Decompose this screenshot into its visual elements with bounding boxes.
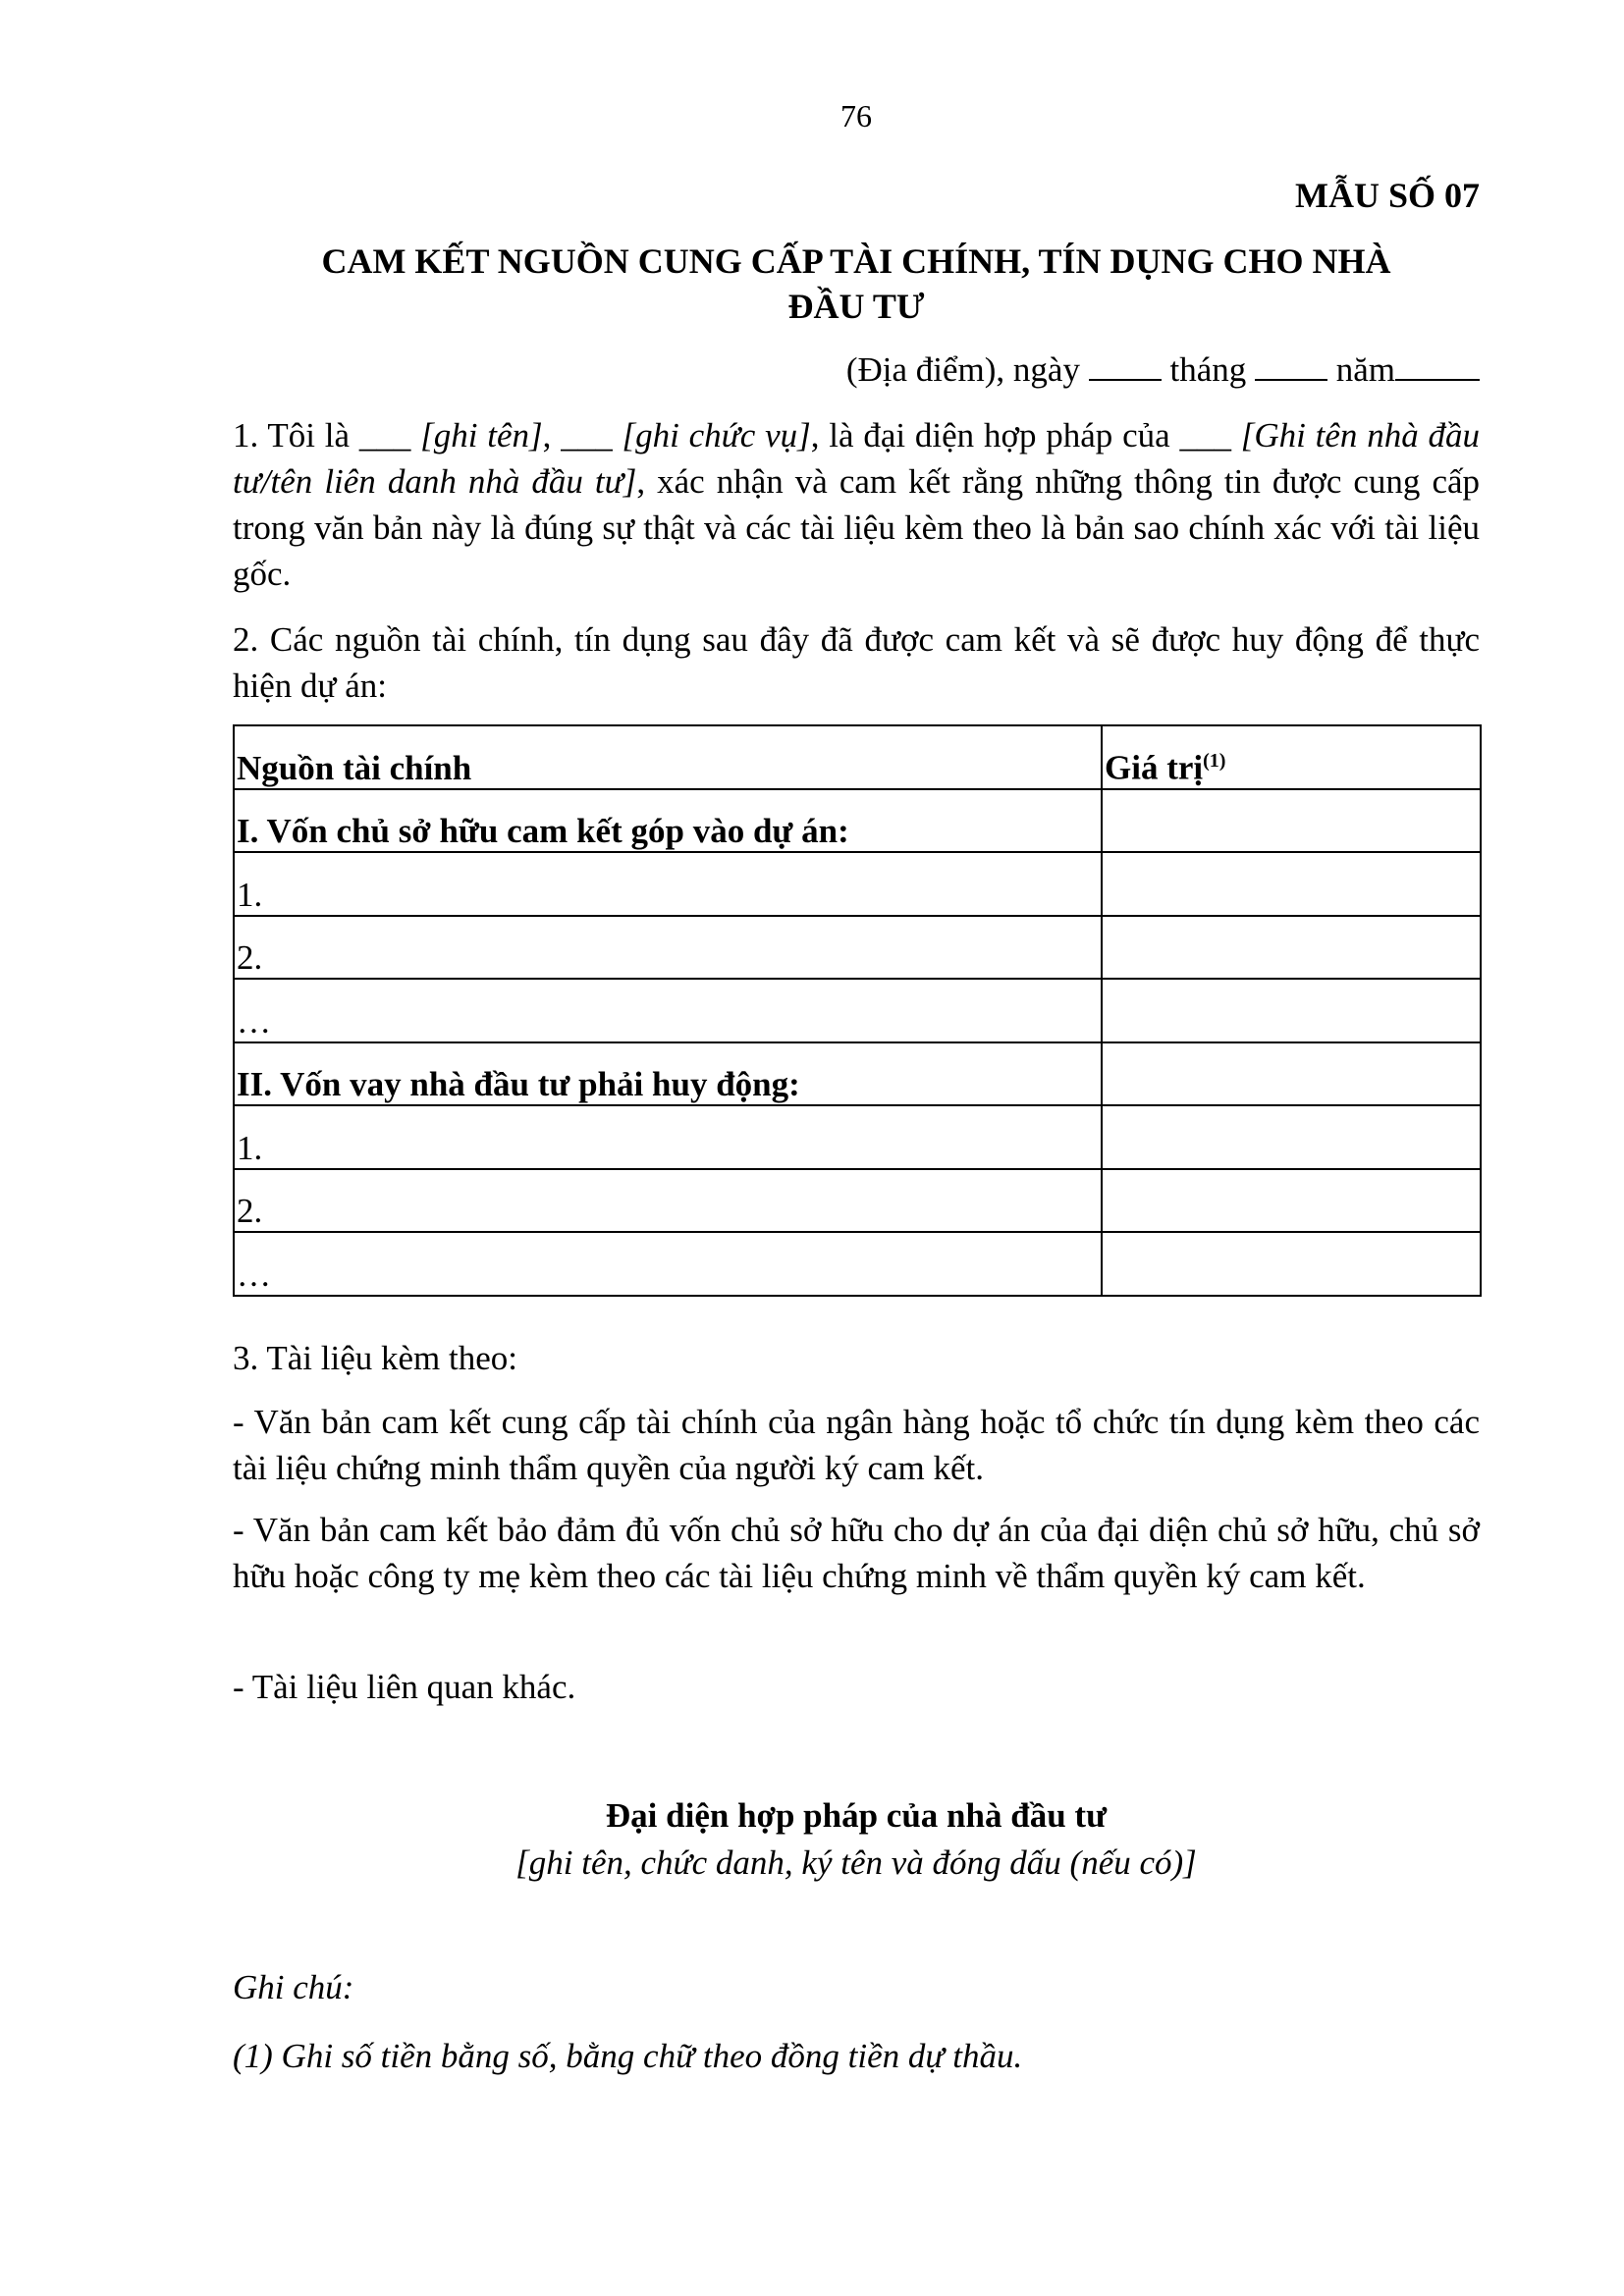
table-row bbox=[234, 1169, 1481, 1233]
section-1-separator: , ___ bbox=[542, 416, 623, 454]
table-row bbox=[234, 916, 1481, 980]
title-line-2: ĐẦU TƯ bbox=[787, 287, 925, 326]
section-2-paragraph: 2. Các nguồn tài chính, tín dụng sau đây đã được cam kết và sẽ được huy động để thực hiện dự án: bbox=[233, 620, 1480, 705]
group-1-title: I. Vốn chủ sở hữu cam kết góp vào dự án: bbox=[234, 789, 1102, 853]
value-cell bbox=[1102, 1105, 1481, 1169]
signature-title: Đại diện hợp pháp của nhà đầu tư bbox=[605, 1796, 1108, 1835]
table-row bbox=[234, 979, 1481, 1042]
note-1: (1) Ghi số tiền bằng số, bằng chữ theo đồng tiền dự thầu. bbox=[233, 2037, 1023, 2075]
value-cell bbox=[1102, 1232, 1481, 1296]
table-header-row bbox=[234, 725, 1481, 789]
row-label: 2. bbox=[234, 916, 1102, 980]
date-line bbox=[846, 349, 1480, 390]
value-cell bbox=[1102, 789, 1481, 853]
form-number: MẪU SỐ 07 bbox=[1295, 176, 1480, 215]
signature-hint: [ghi tên, chức danh, ký tên và đóng dấu (nếu có)] bbox=[515, 1843, 1197, 1882]
section-3-item-2: - Văn bản cam kết bảo đảm đủ vốn chủ sở hữu cho dự án của đại diện chủ sở hữu, chủ sở hữu hoặc công ty mẹ kèm theo các tài liệu chứng minh về thẩm quyền ký cam kết. bbox=[233, 1511, 1480, 1595]
investor-hint: [Ghi tên nhà đầu tư/tên liên danh nhà đầu tư] bbox=[233, 416, 1481, 501]
table-row bbox=[234, 1105, 1481, 1169]
row-label: 2. bbox=[234, 1169, 1102, 1233]
value-cell bbox=[1102, 852, 1481, 916]
section-3-item-1: - Văn bản cam kết cung cấp tài chính của ngân hàng hoặc tổ chức tín dụng kèm theo các tài liệu chứng minh thẩm quyền của người ký cam kết. bbox=[233, 1403, 1480, 1487]
section-3-item-3: - Tài liệu liên quan khác. bbox=[233, 1668, 576, 1706]
header-value: Giá trị$^{(1)}$ bbox=[1102, 725, 1481, 789]
value-cell bbox=[1102, 979, 1481, 1042]
table-row bbox=[234, 1232, 1481, 1296]
table-row bbox=[234, 789, 1481, 853]
table-row bbox=[234, 1042, 1481, 1106]
row-label: 1. bbox=[234, 852, 1102, 916]
document-title bbox=[233, 239, 1480, 329]
group-2-title: II. Vốn vay nhà đầu tư phải huy động: bbox=[234, 1042, 1102, 1106]
name-hint: [ghi tên] bbox=[420, 416, 543, 454]
title-line-1: CAM KẾT NGUỒN CUNG CẤP TÀI CHÍNH, TÍN DỤNG CHO NHÀ bbox=[321, 241, 1391, 281]
value-cell bbox=[1102, 916, 1481, 980]
financial-sources-table bbox=[233, 724, 1482, 1297]
section-1-paragraph bbox=[233, 412, 1480, 597]
month-blank bbox=[1255, 349, 1327, 381]
section-1-middle: , là đại diện hợp pháp của ___ bbox=[810, 416, 1241, 454]
notes-title: Ghi chú: bbox=[233, 1968, 354, 2006]
date-place-label: (Địa điểm), ngày bbox=[845, 350, 1080, 389]
value-cell bbox=[1102, 1042, 1481, 1106]
value-cell bbox=[1102, 1169, 1481, 1233]
date-year-label: năm bbox=[1335, 350, 1395, 389]
year-blank bbox=[1395, 349, 1480, 381]
section-1-prefix: 1. Tôi là ___ bbox=[233, 416, 421, 454]
row-label: 1. bbox=[234, 1105, 1102, 1169]
row-label: … bbox=[234, 1232, 1102, 1296]
page-number: 76 bbox=[840, 98, 872, 133]
header-source: Nguồn tài chính bbox=[234, 725, 1102, 789]
table-row bbox=[234, 852, 1481, 916]
day-blank bbox=[1089, 349, 1162, 381]
section-3-title: 3. Tài liệu kèm theo: bbox=[233, 1339, 517, 1377]
position-hint: [ghi chức vụ] bbox=[622, 416, 811, 454]
date-month-label: tháng bbox=[1169, 350, 1247, 389]
footnote-marker: (1) bbox=[1203, 749, 1226, 772]
section-1-rest: , xác nhận và cam kết rằng những thông tin được cung cấp trong văn bản này là đúng sự thật và các tài liệu kèm theo là bản sao chính xác với tài liệu gốc. bbox=[233, 462, 1481, 593]
row-label: … bbox=[234, 979, 1102, 1042]
